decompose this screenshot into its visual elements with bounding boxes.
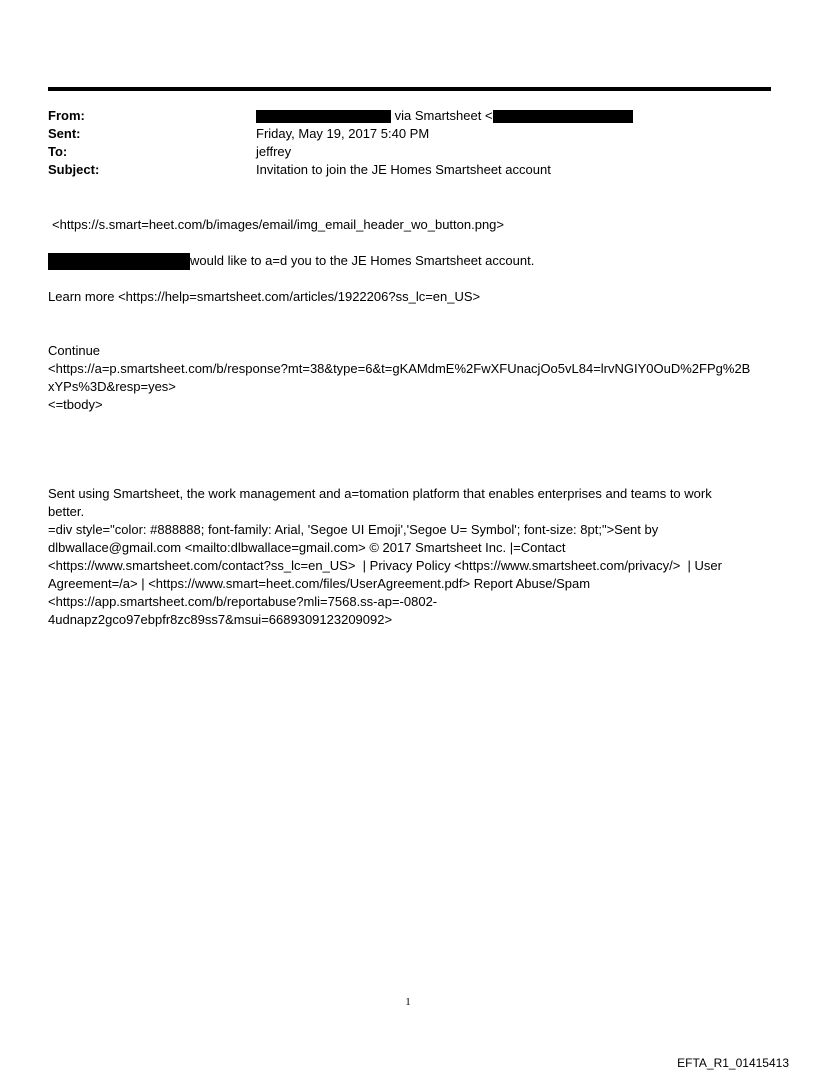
- continue-block[interactable]: Continue <https://a=p.smartsheet.com/b/response?mt=38&type=6&t=gKAMdmE%2FwXFUnacjOo5vL84=lrvNGIY0OuD%2FPg%2B xYPs%3D&resp=yes> <=tbody>: [48, 343, 751, 412]
- from-value: [256, 107, 633, 125]
- redaction-bar: [493, 110, 633, 123]
- invite-line: [48, 252, 778, 270]
- footer-block: Sent using Smartsheet, the work management and a=tomation platform that enables enterprises and teams to work better. =div style="color: #888888; font-family: Arial, 'Segoe UI Emoji','Segoe U= Symbol'; font-size: 8pt;">Sent by dlbwallace@gmail.com <mailto:dlbwallace=gmail.com> © 2017 Smartsheet Inc. |=Contact <https://www.smartsheet.com/contact?ss_lc=en_US> | Privacy Policy <https://www.smartsheet.com/privacy/> | User Agreement=/a> | <https://www.smart=heet.com/files/UserAgreement.pdf> Report Abuse/Spam <https://app.smartsheet.com/b/reportabuse?mli=7568.ss-ap=-0802- 4udnapz2gco97ebpfr8zc89ss7&msui=6689309123209092>: [48, 486, 722, 627]
- subject-label: Subject:: [48, 162, 100, 177]
- sent-label: Sent:: [48, 126, 81, 141]
- header-rule: [48, 87, 771, 91]
- learn-more-link[interactable]: Learn more <https://help=smartsheet.com/articles/1922206?ss_lc=en_US>: [48, 289, 481, 304]
- from-value-suffix: via Smartsheet <: [394, 108, 493, 123]
- page-number: 1: [405, 996, 411, 1008]
- from-label: From:: [48, 108, 85, 123]
- redaction-bar: [48, 253, 190, 270]
- invite-text: would like to a=d you to the JE Homes Smartsheet account.: [190, 253, 535, 268]
- redaction-bar: [256, 110, 391, 123]
- subject-value: Invitation to join the JE Homes Smartsheet account: [256, 162, 551, 177]
- to-value: jeffrey: [256, 144, 292, 159]
- bates-number: EFTA_R1_01415413: [677, 1056, 789, 1070]
- to-label: To:: [48, 144, 68, 159]
- header-image-link[interactable]: <https://s.smart=heet.com/b/images/email/img_email_header_wo_button.png>: [52, 217, 505, 232]
- sent-value: Friday, May 19, 2017 5:40 PM: [256, 126, 430, 141]
